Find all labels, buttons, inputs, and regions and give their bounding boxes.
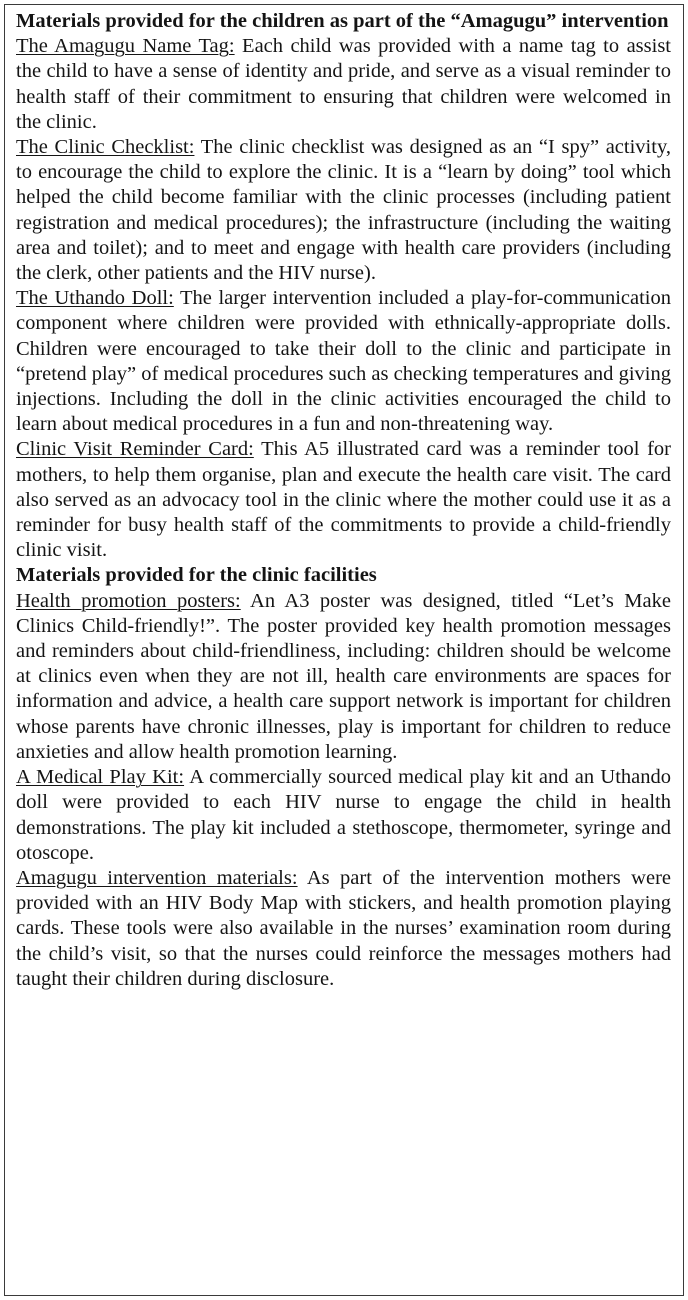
item-intervention-materials	[16, 866, 671, 992]
item-term: The Uthando Doll:	[16, 287, 174, 310]
section-heading-clinic-materials: Materials provided for the clinic facilities	[16, 564, 377, 587]
item-text: The clinic checklist was designed as an “I spy” activity, to encourage the child to explore the clinic. It is a “learn by doing” tool which helped the child become familiar with the clinic processes (including patient registration and medical procedures); the infrastructure (including the waiting area and toilet); and to meet and engage with health care providers (including the clerk, other patients and the HIV nurse).	[16, 136, 671, 285]
item-uthando-doll	[16, 286, 671, 437]
item-health-posters	[16, 589, 671, 765]
item-text: An A3 poster was designed, titled “Let’s Make Clinics Child-friendly!”. The poster provided key health promotion messages and reminders about child-friendliness, including: children should be welcome at clinics even when they are not ill, health care environments are spaces for information and advice, a health care support network is important for children whose parents have chronic illnesses, play is important for children to reduce anxieties and allow health promotion learning.	[16, 589, 671, 763]
materials-text-box	[4, 4, 684, 1296]
item-clinic-checklist	[16, 135, 671, 286]
item-term: Amagugu intervention materials:	[16, 866, 298, 889]
item-reminder-card	[16, 437, 671, 563]
item-text: Each child was provided with a name tag to assist the child to have a sense of identity and pride, and serve as a visual reminder to health staff of their commitment to ensuring that children were welcomed in the clinic.	[16, 35, 671, 133]
item-name-tag	[16, 34, 671, 135]
item-text: As part of the intervention mothers were provided with an HIV Body Map with stickers, and health promotion playing cards. These tools were also available in the nurses’ examination room during the child’s visit, so that the nurses could reinforce the messages mothers had taught their children during disclosure.	[16, 866, 672, 990]
item-term: Clinic Visit Reminder Card:	[16, 438, 254, 461]
section-heading-children-materials: Materials provided for the children as part of the “Amagugu” intervention	[16, 10, 669, 32]
item-term: The Amagugu Name Tag:	[16, 35, 235, 58]
item-text: This A5 illustrated card was a reminder tool for mothers, to help them organise, plan and execute the health care visit. The card also served as an advocacy tool in the clinic where the mother could use it as a reminder for busy health staff of the commitments to provide a child-friendly clinic visit.	[16, 438, 671, 562]
item-text: The larger intervention included a play-for-communication component where children were provided with ethnically-appropriate dolls. Children were encouraged to take their doll to the clinic and participate in “pretend play” of medical procedures such as checking temperatures and giving injections. Including the doll in the clinic activities encouraged the child to learn about medical procedures in a fun and non-threatening way.	[16, 287, 671, 436]
item-term: A Medical Play Kit:	[16, 766, 185, 789]
item-text: A commercially sourced medical play kit and an Uthando doll were provided to each HIV nurse to engage the child in health demonstrations. The play kit included a stethoscope, thermometer, syringe and otoscope.	[16, 766, 671, 864]
item-medical-play-kit	[16, 765, 671, 866]
item-term: Health promotion posters:	[16, 589, 241, 612]
item-term: The Clinic Checklist:	[16, 136, 195, 159]
